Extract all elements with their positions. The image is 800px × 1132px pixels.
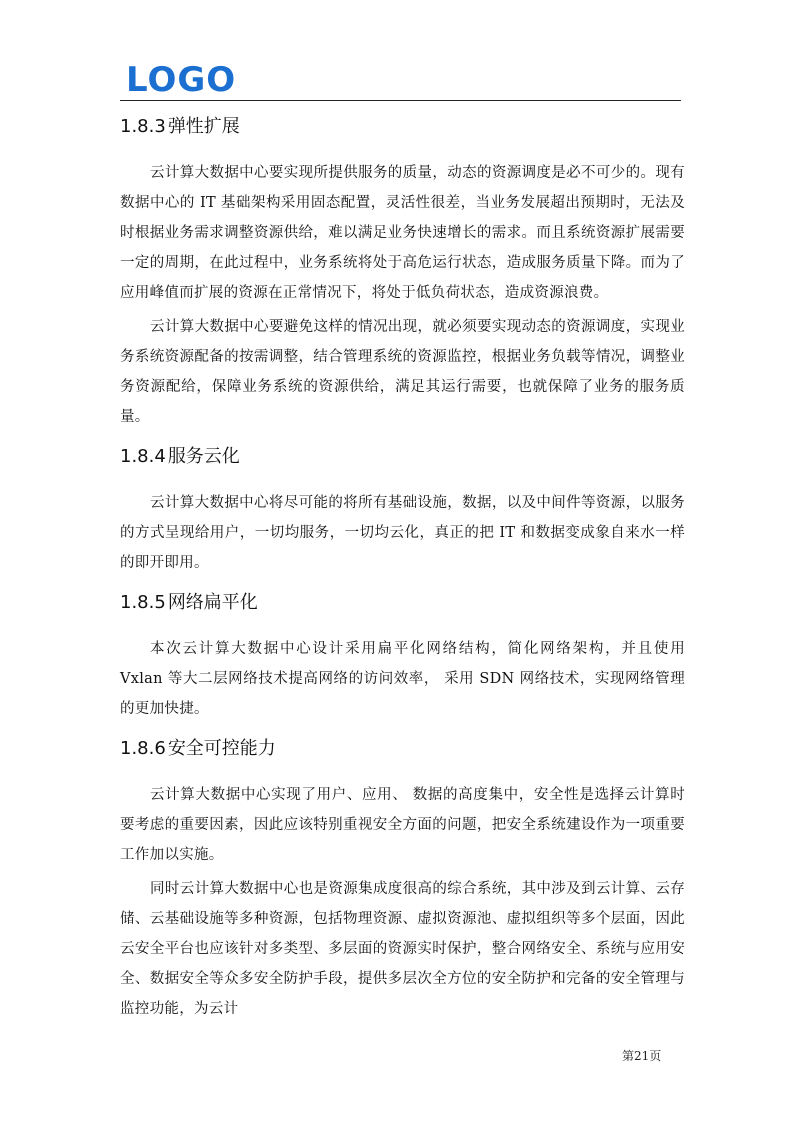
section-1-8-5	[120, 592, 685, 724]
section-1-8-4	[120, 446, 685, 578]
section-heading	[120, 116, 685, 138]
section-1-8-3	[120, 116, 685, 432]
section-heading	[120, 592, 685, 614]
section-number: 1.8.5	[120, 592, 166, 613]
paragraph: 云计算大数据中心要避免这样的情况出现，就必须要实现动态的资源调度，实现业务系统资源配备的按需调整，结合管理系统的资源监控，根据业务负载等情况，调整业务资源配给，保障业务系统的资源供给，满足其运行需要，也就保障了业务的服务质量。	[120, 319, 685, 425]
section-heading	[120, 738, 685, 760]
section-number: 1.8.3	[120, 116, 166, 137]
section-1-8-6	[120, 738, 685, 1024]
section-title: 弹性扩展	[167, 116, 240, 137]
section-title: 服务云化	[167, 446, 240, 467]
paragraph: 云计算大数据中心实现了用户、应用、 数据的高度集中，安全性是选择云计算时要考虑的重要因素，因此应该特别重视安全方面的问题，把安全系统建设作为一项重要工作加以实施。	[120, 787, 685, 863]
page-number: 第21页	[622, 1049, 662, 1063]
paragraph: 云计算大数据中心将尽可能的将所有基础设施，数据，以及中间件等资源，以服务的方式呈现给用户，一切均服务，一切均云化，真正的把 IT 和数据变成象自来水一样的即开即用。	[120, 495, 685, 571]
document-body	[120, 108, 685, 1038]
section-number: 1.8.4	[120, 446, 166, 467]
logo: LOGO	[126, 60, 237, 100]
paragraph: 云计算大数据中心要实现所提供服务的质量，动态的资源调度是必不可少的。现有数据中心的 IT 基础架构采用固态配置，灵活性很差，当业务发展超出预期时，无法及时根据业务需求调整资源供给，难以满足业务快速增长的需求。而且系统资源扩展需要一定的周期，在此过程中，业务系统将处于高危运行状态，造成服务质量下降。而为了应用峰值而扩展的资源在正常情况下，将处于低负荷状态，造成资源浪费。	[120, 165, 685, 301]
section-title: 安全可控能力	[167, 738, 276, 759]
section-heading	[120, 446, 685, 468]
paragraph: 同时云计算大数据中心也是资源集成度很高的综合系统，其中涉及到云计算、云存储、云基础设施等多种资源，包括物理资源、虚拟资源池、虚拟组织等多个层面，因此云安全平台也应该针对多类型、多层面的资源实时保护，整合网络安全、系统与应用安全、数据安全等众多安全防护手段，提供多层次全方位的安全防护和完备的安全管理与监控功能，为云计	[120, 881, 685, 1017]
header-divider	[120, 100, 681, 101]
paragraph: 本次云计算大数据中心设计采用扁平化网络结构，简化网络架构，并且使用 Vxlan 等大二层网络技术提高网络的访问效率， 采用 SDN 网络技术，实现网络管理的更加快捷。	[120, 641, 685, 717]
section-title: 网络扁平化	[167, 592, 258, 613]
section-number: 1.8.6	[120, 738, 166, 759]
